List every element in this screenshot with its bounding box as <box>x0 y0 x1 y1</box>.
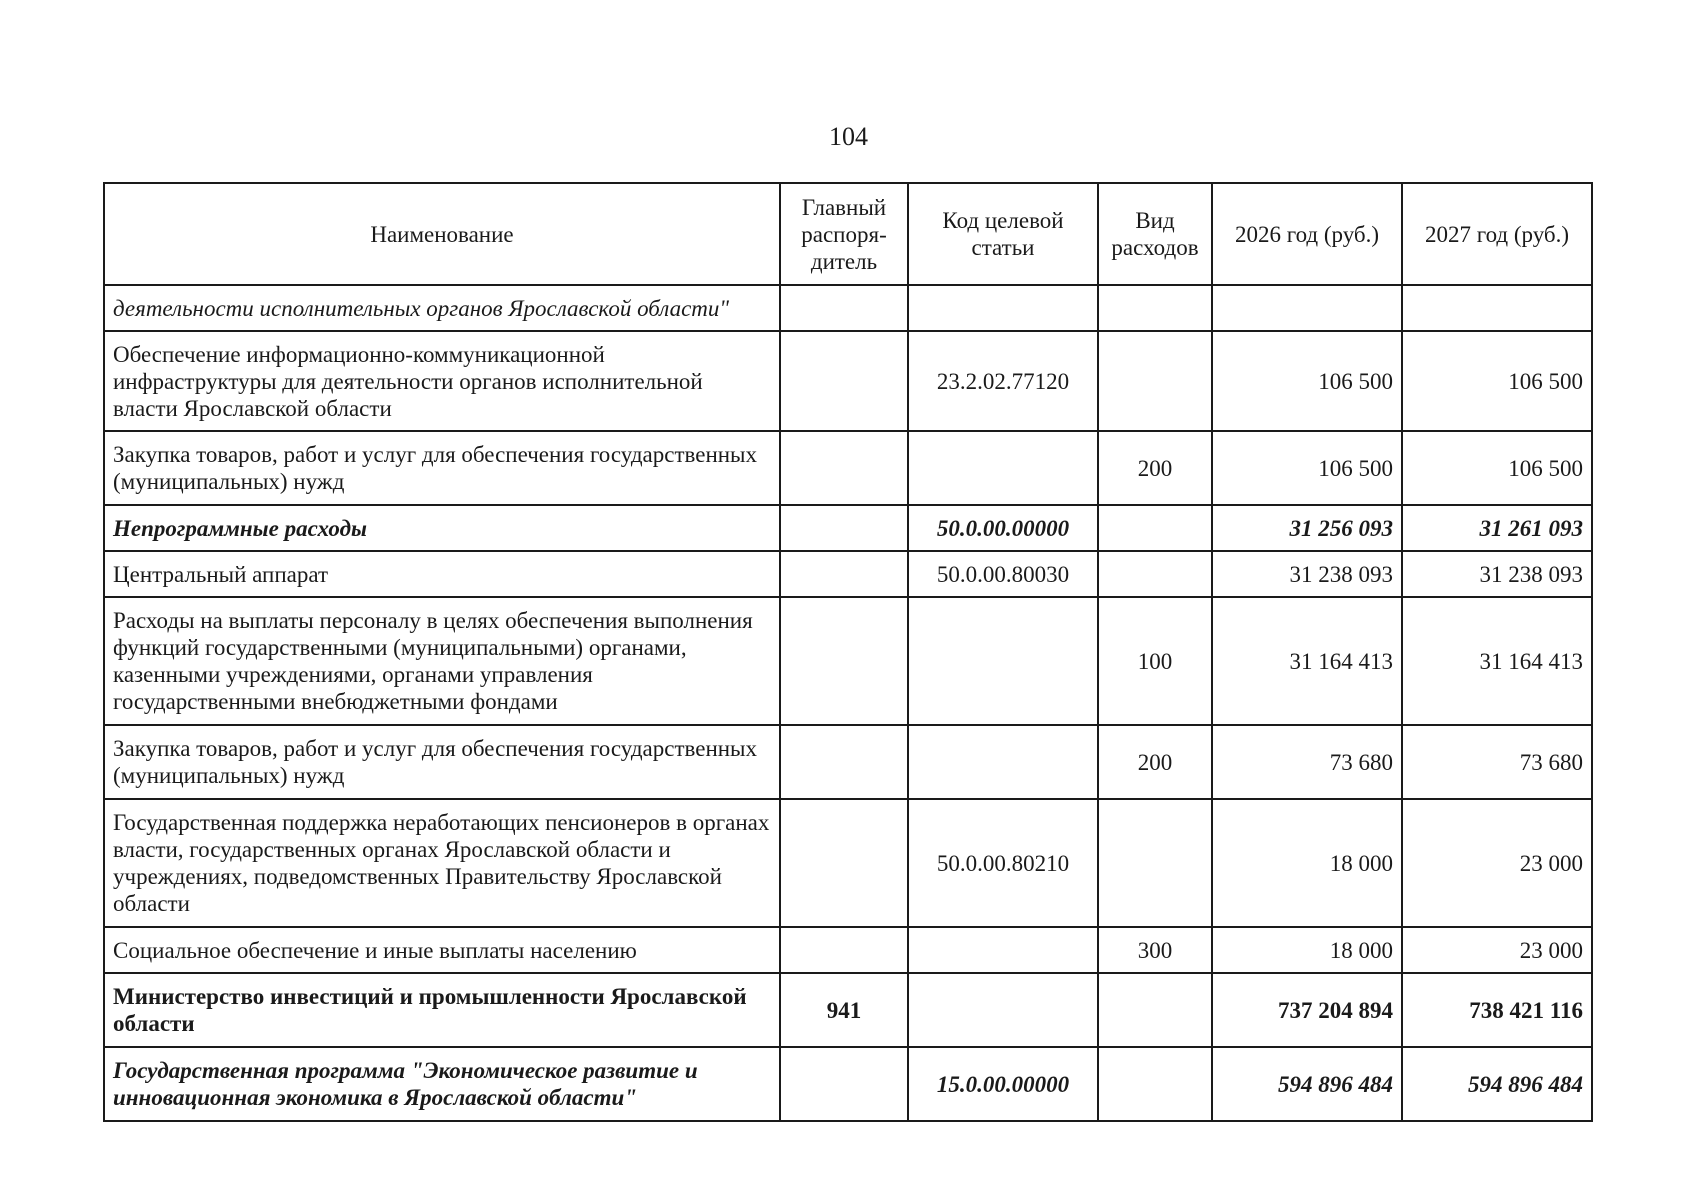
table-row <box>104 725 1592 799</box>
row-year2: 23 000 <box>1402 799 1592 927</box>
row-year1: 18 000 <box>1212 927 1402 973</box>
row-vr <box>1098 1047 1212 1121</box>
row-year2 <box>1402 285 1592 331</box>
row-name: Государственная поддержка неработающих пенсионеров в органах власти, государственных органах Ярославской области и учреждениях, подведомственных Правительству Ярославской области <box>104 799 780 927</box>
row-vr <box>1098 973 1212 1047</box>
row-code: 50.0.00.80030 <box>908 551 1098 597</box>
row-grbs <box>780 725 908 799</box>
row-code: 15.0.00.00000 <box>908 1047 1098 1121</box>
header-year1: 2026 год (руб.) <box>1212 183 1402 285</box>
row-name: Закупка товаров, работ и услуг для обеспечения государственных (муниципальных) нужд <box>104 725 780 799</box>
table-row <box>104 505 1592 551</box>
row-year2: 31 261 093 <box>1402 505 1592 551</box>
row-vr: 200 <box>1098 725 1212 799</box>
row-vr <box>1098 799 1212 927</box>
budget-table <box>103 182 1593 1122</box>
header-name: Наименование <box>104 183 780 285</box>
header-grbs: Главный распоря-дитель <box>780 183 908 285</box>
row-name: деятельности исполнительных органов Ярославской области" <box>104 285 780 331</box>
row-grbs <box>780 285 908 331</box>
row-code <box>908 285 1098 331</box>
row-name: Расходы на выплаты персоналу в целях обеспечения выполнения функций государственными (муниципальными) органами, казенными учреждениями, органами управления государственными внебюджетными фондами <box>104 597 780 725</box>
row-code <box>908 431 1098 505</box>
row-grbs <box>780 1047 908 1121</box>
row-name: Министерство инвестиций и промышленности Ярославской области <box>104 973 780 1047</box>
table-row <box>104 331 1592 431</box>
row-year1: 73 680 <box>1212 725 1402 799</box>
header-vr: Вид расходов <box>1098 183 1212 285</box>
row-year2: 106 500 <box>1402 431 1592 505</box>
table-row <box>104 799 1592 927</box>
row-name: Обеспечение информационно-коммуникационной инфраструктуры для деятельности органов исполнительной власти Ярославской области <box>104 331 780 431</box>
row-grbs <box>780 505 908 551</box>
row-grbs <box>780 597 908 725</box>
table-row <box>104 927 1592 973</box>
row-name: Центральный аппарат <box>104 551 780 597</box>
row-grbs <box>780 799 908 927</box>
row-year1: 18 000 <box>1212 799 1402 927</box>
row-year1: 594 896 484 <box>1212 1047 1402 1121</box>
row-code <box>908 927 1098 973</box>
row-year2: 31 238 093 <box>1402 551 1592 597</box>
row-year2: 594 896 484 <box>1402 1047 1592 1121</box>
row-vr: 200 <box>1098 431 1212 505</box>
row-vr <box>1098 331 1212 431</box>
row-vr: 300 <box>1098 927 1212 973</box>
page-number: 104 <box>829 122 868 151</box>
row-grbs: 941 <box>780 973 908 1047</box>
table-row <box>104 431 1592 505</box>
row-grbs <box>780 927 908 973</box>
row-year2: 738 421 116 <box>1402 973 1592 1047</box>
row-grbs <box>780 431 908 505</box>
row-year1: 31 256 093 <box>1212 505 1402 551</box>
table-row <box>104 597 1592 725</box>
row-vr <box>1098 551 1212 597</box>
row-year1: 31 164 413 <box>1212 597 1402 725</box>
row-year1: 31 238 093 <box>1212 551 1402 597</box>
row-name: Непрограммные расходы <box>104 505 780 551</box>
row-year2: 23 000 <box>1402 927 1592 973</box>
row-code: 50.0.00.80210 <box>908 799 1098 927</box>
row-code <box>908 725 1098 799</box>
row-name: Социальное обеспечение и иные выплаты населению <box>104 927 780 973</box>
row-year2: 106 500 <box>1402 331 1592 431</box>
row-grbs <box>780 331 908 431</box>
row-year1 <box>1212 285 1402 331</box>
table-row <box>104 285 1592 331</box>
row-name: Закупка товаров, работ и услуг для обеспечения государственных (муниципальных) нужд <box>104 431 780 505</box>
table-header-row <box>104 183 1592 285</box>
row-year1: 737 204 894 <box>1212 973 1402 1047</box>
header-year2: 2027 год (руб.) <box>1402 183 1592 285</box>
row-code: 50.0.00.00000 <box>908 505 1098 551</box>
row-year1: 106 500 <box>1212 331 1402 431</box>
row-code <box>908 973 1098 1047</box>
row-grbs <box>780 551 908 597</box>
row-vr: 100 <box>1098 597 1212 725</box>
row-name: Государственная программа "Экономическое развитие и инновационная экономика в Ярославской области" <box>104 1047 780 1121</box>
table-row <box>104 1047 1592 1121</box>
row-year1: 106 500 <box>1212 431 1402 505</box>
row-code: 23.2.02.77120 <box>908 331 1098 431</box>
row-code <box>908 597 1098 725</box>
table-row <box>104 551 1592 597</box>
header-code: Код целевой статьи <box>908 183 1098 285</box>
row-vr <box>1098 505 1212 551</box>
row-vr <box>1098 285 1212 331</box>
table-row <box>104 973 1592 1047</box>
row-year2: 31 164 413 <box>1402 597 1592 725</box>
row-year2: 73 680 <box>1402 725 1592 799</box>
